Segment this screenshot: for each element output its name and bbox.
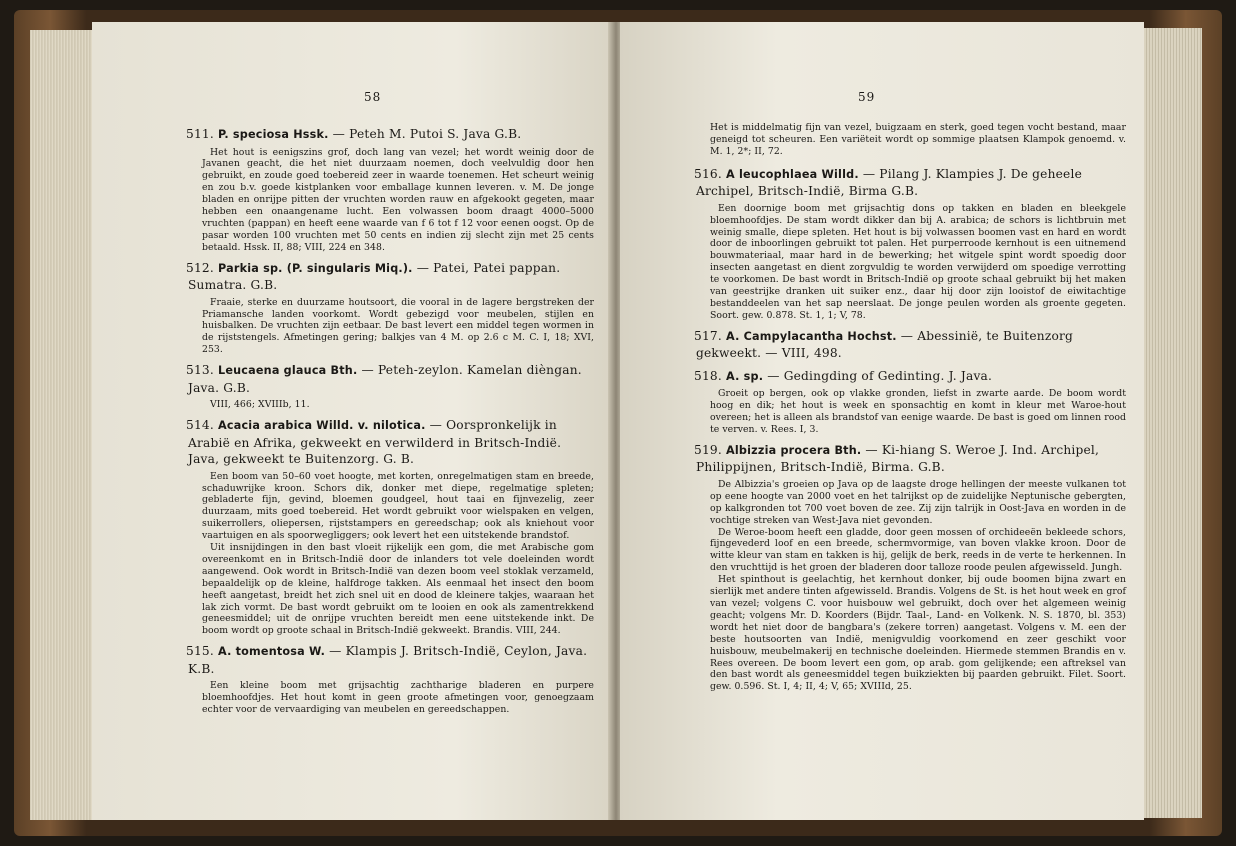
entry-number: 514. xyxy=(186,418,219,433)
entry-number: 511. xyxy=(186,127,219,141)
paragraph: Het spinthout is geelachtig, het kernhout donker, bij oude boomen bijna zwart en sierlijk met andere tinten afgewisseld. Brandis. Volgens de St. is het hout week en grof van vezel; volgens C. voor huisbouw wel gebruikt, doch over het algemeen weinig geacht; volgens Mr. D. Koorders (Bijdr. Taal-, Land- en Volkenk. N. S. 1870, bl. 353) wordt het niet door de bangbara's (zekere torren) aangetast. Volgens v. M. een der beste houtsoorten van Indië, menigvuldig voorkomend en zeer geschikt voor huisbouw, meubelmakerij en technische doeleinden. Hiermede stemmen Brandis en v. Rees overeen. De boom levert een gom, op arab. gom gelijkende; een aftreksel van den bast wordt als geneesmiddel tegen buikziekten bij paarden gebruikt. Filet. Soort. gew. 0.596. St. I, 4; II, 4; V, 65; XVIIId, 25. xyxy=(710,574,1126,693)
paragraph: De Weroe-boom heeft een gladde, door geen mossen of orchideeën bekleede schors, fijngevederd loof en een breede, schermvormige, van boven vlakke kroon. Door de witte kleur van stam en takken is hij, gelijk de berk, reeds in de verte te herkennen. In den vruchttijd is het groen der bladeren door talloze roode peulen afgewisseld. Jungh. xyxy=(710,526,1126,574)
entry-vernacular-names: — Peteh-zeylon. Kamelan dièngan. Java. G.B. xyxy=(188,363,582,395)
paragraph: Het is middelmatig fijn van vezel, buigzaam en sterk, goed tegen vocht bestand, maar geneigd tot scheuren. Een variëteit wordt op sommige plaatsen Klampok genoemd. v. M. 1, 2*; II, 72. xyxy=(710,122,1126,157)
entry-vernacular-names: — Ki-hiang S. Weroe J. Ind. Archipel, Philippijnen, Britsch-Indië, Birma. G.B. xyxy=(696,442,1100,475)
entry-heading xyxy=(696,328,1126,362)
entry-description xyxy=(710,479,1126,693)
entry xyxy=(188,417,594,637)
entry-number: 516. xyxy=(694,166,727,181)
species-name: A. Campylacantha Hochst. xyxy=(726,329,897,343)
entry xyxy=(696,368,1126,436)
entry-description xyxy=(202,147,594,254)
paragraph: Het hout is eenigszins grof, doch lang van vezel; het wordt weinig door de Javanen geacht, die het niet duurzaam noemen, doch veelvuldig door hen gebruikt, en zoude goed toebereid zeer in waarde toenemen. Het scheurt weinig en zou b.v. goede kistplanken voor emballage kunnen leveren. v. M. De jonge bladen en onrijpe pitten der vruchten worden rauw en afgekookt gegeten, maar hebben een onaangename lucht. Een volwassen boom draagt 4000–5000 vruchten (pappan) en heeft eene waarde van f 6 tot f 12 voor eenen oogst. Op de pasar worden 100 vruchten met 50 cents en indien zij slecht zijn met 25 cents betaald. Hssk. II, 88; VIII, 224 en 348. xyxy=(202,146,594,253)
entry-description xyxy=(202,680,594,716)
entry-vernacular-names: — Oorspronkelijk in Arabië en Afrika, gekweekt en verwilderd in Britsch-Indië. Java, gekweekt te Buitenzorg. G. B. xyxy=(188,418,562,467)
entry-number: 512. xyxy=(186,260,219,275)
entry-number: 517. xyxy=(694,328,727,343)
entry-heading xyxy=(188,362,594,396)
paragraph: Een boom van 50–60 voet hoogte, met korten, onregelmatigen stam en breede, schaduwrijke kroon. Schors dik, donker met diepe, regelmatige spleten; gebladerte fijn, gevind, bloemen goudgeel, hout taai en fijnvezelig, zeer duurzaam, mits goed toebereid. Het wordt gebruikt voor wielspaken en velgen, suikerrollers, oliepersen, rijststampers en gereedschap; ook als kniehout voor vaartuigen en als spoorwegliggers; ook levert het een uitstekende brandstof. xyxy=(202,470,594,542)
paragraph: VIII, 466; XVIIIb, 11. xyxy=(210,399,310,411)
entry-description xyxy=(710,203,1126,322)
page-edges-left xyxy=(30,30,92,820)
entry-vernacular-names: — Gedingding of Gedinting. J. Java. xyxy=(763,368,993,383)
entry xyxy=(188,260,594,357)
paragraph: Uit insnijdingen in den bast vloeit rijkelijk een gom, die met Arabische gom overeenkomt en in Britsch-Indië door de inlanders tot vele doeleinden wordt aangewend. Ook wordt in Britsch-Indië van dezen boom veel stoklak verzameld, bepaaldelijk op de kleine, halfdroge takken. Als eenmaal het insect den boom heeft aangetast, breidt het zich snel uit en dood de kleinere takjes, waaraan het lak zich vormt. De bast wordt gebruikt om te looien en ook als zamentrekkend geneesmiddel; uit de onrijpe vruchten bereidt men eene uitstekende inkt. De boom wordt op groote schaal in Britsch-Indië gekweekt. Brandis. VIII, 244. xyxy=(202,542,594,637)
paragraph: Een kleine boom met grijsachtig zachtharige bladeren en purpere bloemhoofdjes. Het hout komt in geen groote afmetingen voor, genoegzaam echter voor de vervaardiging van meubelen en gereedschappen. xyxy=(202,680,594,716)
species-name: Parkia sp. (P. singularis Miq.). xyxy=(218,261,413,275)
entry xyxy=(188,126,594,254)
entry-vernacular-names: — Patei, Patei pappan. Sumatra. G.B. xyxy=(188,260,561,293)
species-name: Albizzia procera Bth. xyxy=(726,443,862,457)
right-page xyxy=(620,22,1144,820)
species-name: A leucophlaea Willd. xyxy=(726,167,859,181)
entry-number: 518. xyxy=(694,368,727,383)
entry-heading xyxy=(188,260,594,294)
entry-heading xyxy=(188,126,594,144)
left-page-content xyxy=(188,126,594,716)
entry-number: 513. xyxy=(186,363,219,378)
species-name: P. speciosa Hssk. xyxy=(218,128,329,141)
entry xyxy=(188,643,594,716)
entry xyxy=(696,166,1126,322)
continued-paragraph xyxy=(710,122,1126,158)
entry-heading xyxy=(696,368,1126,386)
paragraph: De Albizzia's groeien op Java op de laagste droge hellingen der meeste vulkanen tot op eene hoogte van 2000 voet en het talrijkst op de zuidelijke Neptunische gebergten, op kalkgronden tot 700 voet boven de zee. Zij zijn talrijk in Oost-Java en worden in de vochtige streken van West-Java niet gevonden. xyxy=(710,478,1126,526)
entry-vernacular-names: — Abessinië, te Buitenzorg gekweekt. — VIII, 498. xyxy=(696,328,1074,361)
entry-description xyxy=(710,388,1126,436)
entry xyxy=(188,362,594,411)
left-page xyxy=(92,22,612,820)
entry xyxy=(696,328,1126,362)
entry-vernacular-names: — Pilang J. Klampies J. De geheele Archipel, Britsch-Indië, Birma G.B. xyxy=(696,166,1082,199)
paragraph: Een doornige boom met grijsachtig dons op takken en bladen en bleekgele bloemhoofdjes. De stam wordt dikker dan bij A. arabica; de schors is lichtbruin met weinig smalle, diepe spleten. Het hout is bij volwassen boomen vast en hard en wordt door de inboorlingen gebruikt tot palen. Het purperroode kernhout is een uitnemend bouwmateriaal, maar hard in de bewerking; het witgele spint wordt spoedig door insecten aangetast en dient zorgvuldig te worden verwijderd om spoedige verrotting te voorkomen. De bast wordt in Britsch-Indië op groote schaal gebruikt bij het maken van geestrijke dranken uit suiker enz., daar hij door zijn looistof de eiwitachtige bestanddeelen van het sap neerslaat. De jonge peulen worden als groente gegeten. Soort. gew. 0.878. St. 1, 1; V, 78. xyxy=(710,202,1126,321)
page-number: 58 xyxy=(364,90,382,104)
species-name: Acacia arabica Willd. v. nilotica. xyxy=(218,419,426,433)
entry-heading xyxy=(188,643,594,677)
entry-vernacular-names: — Klampis J. Britsch-Indië, Ceylon, Java. K.B. xyxy=(188,644,588,676)
page-edges-right xyxy=(1140,28,1202,818)
entry-description xyxy=(202,471,594,638)
entry-vernacular-names: — Peteh M. Putoi S. Java G.B. xyxy=(328,127,522,141)
species-name: A. sp. xyxy=(726,369,764,383)
species-name: A. tomentosa W. xyxy=(218,645,326,659)
entry-description xyxy=(202,399,594,411)
right-page-content xyxy=(696,122,1126,693)
entry-heading xyxy=(696,442,1126,476)
entry-number: 515. xyxy=(186,644,219,659)
entry-heading xyxy=(696,166,1126,200)
paragraph: Groeit op bergen, ook op vlakke gronden, liefst in zwarte aarde. De boom wordt hoog en dik; het hout is week en sponsachtig en komt in kleur met Waroe-hout overeen; het is alleen als brandstof van eenige waarde. De bast is goed om linnen rood te verven. v. Rees. I, 3. xyxy=(710,388,1126,435)
page-number: 59 xyxy=(858,90,876,104)
entry xyxy=(696,442,1126,693)
paragraph: Fraaie, sterke en duurzame houtsoort, die vooral in de lagere bergstreken der Priamansche landen voorkomt. Wordt gebezigd voor meubelen, stijlen en huisbalken. De vruchten zijn eetbaar. De bast levert een middel tegen wormen in de rijststengels. Afmetingen gering; balkjes van 4 M. op 2.6 c M. C. I, 18; XVI, 253. xyxy=(202,296,594,356)
entry-number: 519. xyxy=(694,442,727,457)
entry-description xyxy=(202,297,594,357)
species-name: Leucaena glauca Bth. xyxy=(218,364,358,378)
entry-heading xyxy=(188,417,594,468)
